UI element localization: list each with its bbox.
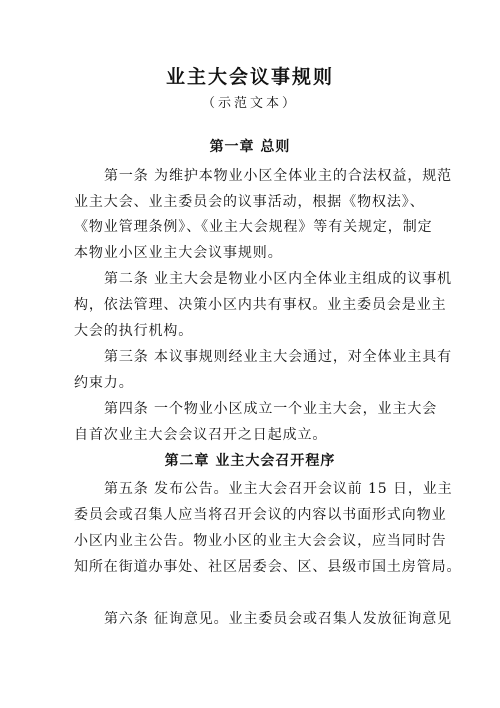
article-5-line-3: 小区内业主公告。物业小区的业主大会会议，应当同时告 bbox=[74, 533, 447, 549]
article-4-line-1: 第四条 一个物业小区成立一个业主大会，业主大会 bbox=[104, 401, 438, 417]
document-subtitle: （示范文本） bbox=[201, 96, 298, 111]
article-2-line-1: 第二条 业主大会是物业小区内全体业主组成的议事机 bbox=[104, 271, 453, 287]
article-5-line-4: 知所在街道办事处、社区居委会、区、县级市国土房管局。 bbox=[74, 559, 462, 575]
article-4-line-2: 自首次业主大会会议召开之日起成立。 bbox=[74, 427, 328, 443]
article-3-line-2: 约束力。 bbox=[74, 375, 134, 391]
article-2-line-2: 构，依法管理、决策小区内共有事权。业主委员会是业主 bbox=[74, 297, 447, 313]
chapter-heading-1: 第一章 总则 bbox=[209, 139, 291, 155]
article-5-line-2: 委员会或召集人应当将召开会议的内容以书面形式向物业 bbox=[74, 507, 447, 523]
article-3-line-1: 第三条 本议事规则经业主大会通过，对全体业主具有 bbox=[104, 349, 453, 365]
article-2-line-3: 大会的执行机构。 bbox=[74, 323, 194, 339]
article-1-line-4: 本物业小区业主大会议事规则。 bbox=[74, 245, 283, 261]
article-1-line-2: 业主大会、业主委员会的议事活动，根据《物权法》、 bbox=[74, 194, 425, 210]
article-1-line-1: 第一条 为维护本物业小区全体业主的合法权益，规范 bbox=[104, 168, 453, 184]
article-6-line-1: 第六条 征询意见。业主委员会或召集人发放征询意见 bbox=[104, 611, 453, 627]
document-title: 业主大会议事规则 bbox=[165, 66, 334, 88]
article-1-line-3: 《物业管理条例》、《业主大会规程》等有关规定，制定 bbox=[74, 219, 433, 235]
article-5-line-1: 第五条 发布公告。业主大会召开会议前 15 日，业主 bbox=[104, 481, 453, 497]
chapter-heading-2: 第二章 业主大会召开程序 bbox=[164, 453, 336, 469]
